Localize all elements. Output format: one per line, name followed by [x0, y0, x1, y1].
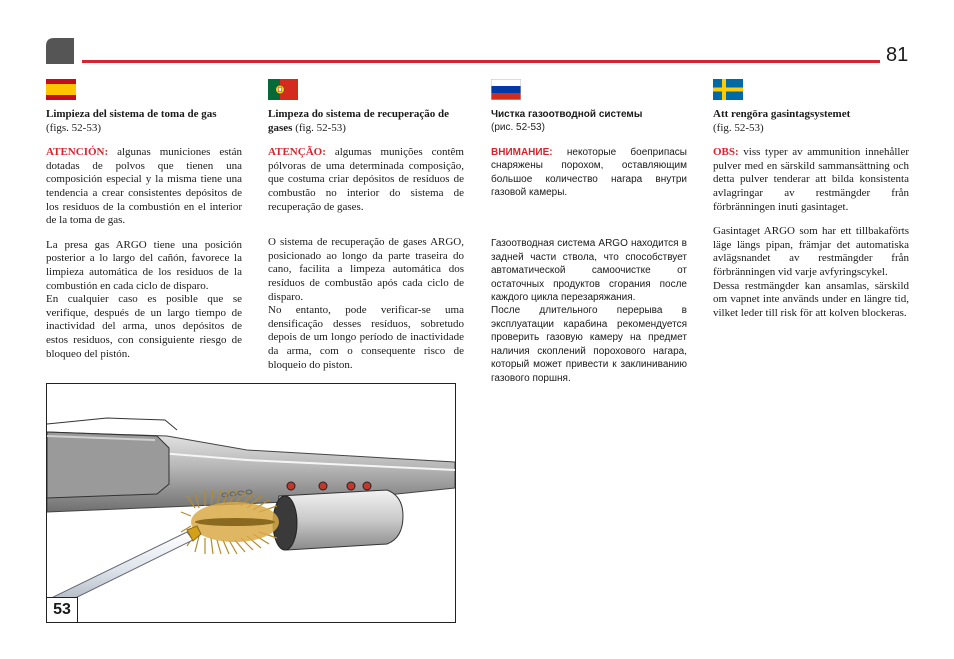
body-paragraph: No entanto, pode verificar-se uma densificação desses resíduos, sobretudo depois de um longo período de inactividade da arma, com o consequente risco de bloqueio do piston.	[268, 304, 464, 371]
warning-paragraph: ATENÇÃO: algumas munições contêm pólvoras de uma determinada composição, que costuma criar depósitos de resíduos de combustão no interior do sistema de recuperação de gases.	[268, 146, 464, 213]
figure-reference: (рис. 52-53)	[491, 122, 545, 134]
warning-label: ATENCIÓN:	[46, 146, 109, 159]
header-tab-mark	[46, 38, 74, 64]
body-paragraph: После длительного перерыва в эксплуатации карабина рекомендуется проверить газовую камеру на предмет наличия скоплений порохового нагара, который может привести к заклиниванию газового поршня.	[491, 305, 687, 384]
spain-flag-icon	[46, 79, 76, 100]
russia-flag-icon	[491, 79, 521, 100]
body-paragraph: Dessa restmängder kan ansamlas, särskild om vapnet inte används under en längre tid, vilket leder till risk för att kolven blockeras.	[713, 279, 909, 319]
body-paragraph: Gasintaget ARGO som har ett tillbakaförts läge längs pipan, främjar det automatiska avlägsnandet av restmängder från förbränningen vid varje avfyringscykel.	[713, 225, 909, 278]
stock-top	[47, 418, 177, 430]
figure-53	[46, 383, 456, 623]
header-rule	[82, 60, 880, 63]
body-paragraph: Газоотводная система ARGO находится в задней части ствола, что способствует автоматической самоочистке от остаточных продуктов сгорания после каждого цикла перезаряжания.	[491, 238, 687, 304]
gas-port	[363, 482, 371, 490]
column-portuguese	[268, 79, 464, 372]
warning-label: ATENÇÃO:	[268, 146, 326, 159]
column-russian	[491, 79, 687, 385]
receiver-block	[47, 432, 169, 498]
figure-reference: (figs. 52-53)	[46, 121, 101, 134]
section-heading: Limpieza del sistema de toma de gas (figs. 52-53)	[46, 108, 217, 134]
portugal-flag-icon	[268, 79, 298, 100]
warning-paragraph: ATENCIÓN: algunas municiones están dotadas de polvos que tienen una composición especial y la misma tiene una tendencia a crear consistentes depósitos de los residuos de la combustión en el interior de la toma de gas.	[46, 146, 242, 227]
body-paragraph: O sistema de recuperação de gases ARGO, posicionado ao longo da parte traseira do cano, facilita a limpeza automática dos resíduos de combustão após cada ciclo de disparo.	[268, 236, 464, 303]
section-heading: Чистка газоотводной системы (рис. 52-53)	[491, 109, 643, 134]
figure-reference: (fig. 52-53)	[295, 121, 346, 134]
section-heading: Att rengöra gasintagsystemet (fig. 52-53)	[713, 108, 851, 134]
page-number: 81	[886, 44, 909, 66]
brush-core	[195, 518, 275, 526]
figure-reference: (fig. 52-53)	[713, 121, 764, 134]
body-paragraph: En cualquier caso es posible que se verifique, después de un largo tiempo de inactividad del arma, unos depósitos de estos residuos, con consiguiente riesgo de bloqueo del pistón.	[46, 293, 242, 360]
figure-number: 53	[47, 597, 78, 622]
warning-paragraph: ВНИМАНИЕ: некоторые боеприпасы снаряжены порохом, оставляющим большое количество нагара внутри газовой камеры.	[491, 146, 687, 199]
column-swedish	[713, 79, 909, 320]
gas-port	[287, 482, 295, 490]
barrel-gas-cylinder-brush-illustration	[47, 384, 455, 622]
gas-port	[347, 482, 355, 490]
section-heading: Limpeza do sistema de recuperação de gases (fig. 52-53)	[268, 108, 449, 134]
column-spanish	[46, 79, 242, 361]
sweden-flag-icon	[713, 79, 743, 100]
gas-port	[319, 482, 327, 490]
warning-label: OBS:	[713, 146, 739, 159]
warning-label: ВНИМАНИЕ:	[491, 146, 553, 158]
body-paragraph: La presa gas ARGO tiene una posición posterior a lo largo del cañón, favorece la limpieza automática de los residuos de la combustión en cada ciclo de disparo.	[46, 238, 242, 292]
warning-paragraph: OBS: viss typer av ammunition innehåller pulver med en särskild sammansättning och detta pulver tenderar att bilda konsistenta avlagringar av restmängder från förbränningen inuti gasintaget.	[713, 146, 909, 213]
